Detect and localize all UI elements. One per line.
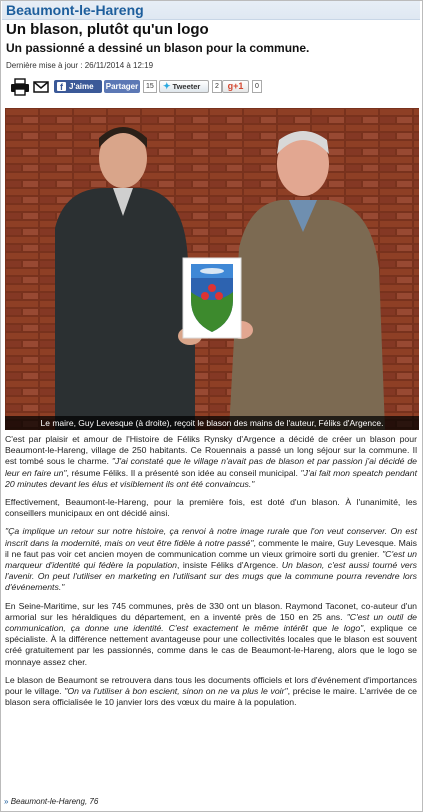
paragraph — [5, 434, 417, 490]
article-body — [5, 434, 417, 715]
google-plus-button[interactable] — [222, 80, 249, 93]
tweet-button[interactable] — [159, 80, 209, 93]
text-span: Le blason de Beaumont se retrouvera dans tous les documents officiels et lors d'événement d'importances pour le village. — [5, 674, 417, 697]
text-span: En Seine-Maritime, sur les 745 communes, près de 330 ont un blason. Raymond Taconet, co-auteur d'un armorial sur les héraldiques du département, en a inventé près de 150 en 25 ans. — [5, 600, 417, 622]
share-bar — [10, 78, 410, 96]
facebook-like-button[interactable] — [54, 80, 102, 93]
article-title: Un blason, plutôt qu'un logo — [6, 21, 209, 38]
photo-illustration — [5, 108, 419, 430]
quote: "Ça implique un retour sur notre histoire, ça renvoi à notre image rurale que l'on veut conserver. On est inscrit dans la modernité, mais on veut être fidèle à notre passé" — [5, 526, 417, 548]
paragraph — [5, 675, 417, 709]
facebook-count: 15 — [143, 80, 157, 93]
text-span: , insiste Féliks d'Argence. — [176, 560, 282, 571]
paragraph — [5, 526, 417, 593]
facebook-share-button[interactable]: Partager — [105, 82, 139, 91]
text-span: Effectivement, Beaumont-le-Hareng, pour la première fois, est doté d'un blason. À l'unanimité, les conseillers municipaux en ont décidé ainsi. — [5, 497, 417, 519]
google-plus-icon: g+1 — [227, 81, 244, 91]
paragraph — [5, 601, 417, 668]
last-updated: Dernière mise à jour : 26/11/2014 à 12:19 — [6, 61, 154, 70]
quote: "J'ai constaté que le village n'avait pas de blason et par passion j'ai décidé de leur en faire un" — [5, 456, 418, 478]
quote: "C'est un outil de communication, ça donne une identité. C'est exactement le même intérêt que le logo" — [5, 611, 417, 634]
text-span: , explique ce spécialiste. À la différence nettement avantageuse pour une collectivités locales que le blason est souvent créé gratuitement par les passionnés, comme dans le cas de Beaumont-le-Hareng, alors que le logo se monnaye assez cher. — [5, 623, 418, 667]
text-span: C'est par plaisir et amour de l'Histoire de Féliks Rynsky d'Argence a décidé de créer un blason pour Beaumont-le-Hareng, village de 250 habitants. Ce Rouennais a passé un long séjour sur la commune. Il est tombé sous le charme. — [5, 434, 417, 467]
tweet-count: 2 — [212, 80, 222, 93]
quote: Un blason, c'est aussi tourné vers l'avenir. On peut l'utiliser en marketing en l'utilisant sur des mugs que la commune pourra revendre lors d'événements." — [5, 560, 417, 593]
article-subtitle: Un passionné a dessiné un blason pour la commune. — [6, 41, 310, 55]
photo-caption: Le maire, Guy Levesque (à droite), reçoit le blason des mains de l'auteur, Féliks d'Argence. — [5, 416, 419, 430]
text-span: , précise le maire. L'arrivée de ce blason sera officialisée le 10 janvier lors des vœux du maire à la population. — [5, 686, 417, 708]
tweet-label: Tweeter — [172, 82, 201, 91]
section-title[interactable]: Beaumont-le-Hareng — [6, 2, 144, 18]
location-source — [4, 797, 98, 806]
text-span: , commente le maire, Guy Levesque. Mais il ne faut pas voir cet ancien moyen de communication comme un vieux grimoire sorti du grenier. — [5, 537, 417, 559]
text-span: , résume Féliks. Il a présenté son idée au conseil municipal. — [66, 467, 301, 478]
print-icon[interactable] — [10, 78, 30, 96]
facebook-icon: f — [57, 82, 66, 91]
location-label: Beaumont-le-Hareng, 76 — [10, 797, 99, 806]
section-header — [2, 1, 420, 20]
article-photo — [5, 108, 419, 430]
facebook-like-label: J'aime — [69, 82, 94, 91]
mail-icon[interactable] — [33, 78, 49, 96]
quote: "On va l'utiliser à bon escient, sinon on ne va plus le voir" — [64, 686, 288, 697]
quote: "C'est un marqueur d'identité qui fédère la population — [5, 548, 418, 571]
quote: "J'ai fait mon speatch pendant 20 minutes devant les élus et visiblement ils ont été convaincus." — [5, 467, 417, 489]
paragraph — [5, 497, 417, 519]
twitter-icon: ✦ — [163, 81, 171, 91]
location-pin-icon: » — [4, 797, 9, 806]
google-plus-count: 0 — [252, 80, 262, 93]
